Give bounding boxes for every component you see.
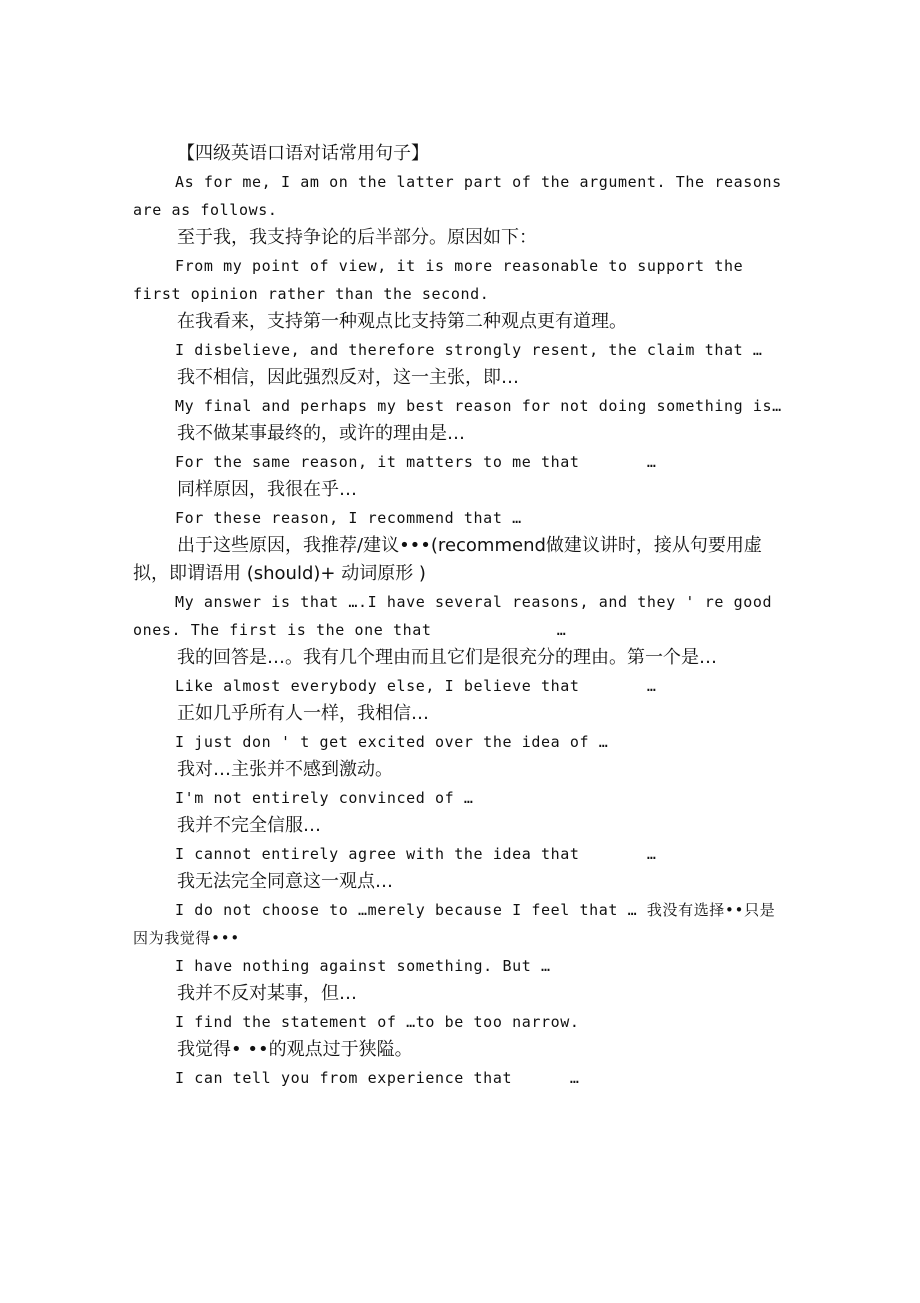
document-body — [133, 140, 792, 1092]
english-sentence: I find the statement of …to be too narrow. — [175, 1013, 580, 1031]
chinese-translation: 我并不完全信服… — [177, 815, 321, 836]
chinese-translation: 正如几乎所有人一样，我相信… — [177, 703, 429, 724]
english-sentence: I'm not entirely convinced of … — [175, 789, 474, 807]
english-sentence: For the same reason, it matters to me that … — [175, 453, 657, 471]
chinese-translation: 我的回答是…。我有几个理由而且它们是很充分的理由。第一个是… — [177, 647, 717, 668]
chinese-translation: 出于这些原因，我推荐/建议•••(recommend做建议讲时，接从句要用虚拟，即谓语用 (should)+ 动词原形 ) — [133, 535, 762, 584]
english-sentence: I have nothing against something. But … — [175, 957, 551, 975]
english-sentence: I can tell you from experience that … — [175, 1069, 580, 1087]
chinese-translation: 至于我，我支持争论的后半部分。原因如下： — [177, 227, 537, 248]
english-sentence: For these reason, I recommend that … — [175, 509, 522, 527]
chinese-translation: 在我看来，支持第一种观点比支持第二种观点更有道理。 — [177, 311, 627, 332]
english-sentence: From my point of view, it is more reasonable to support the first opinion rather than the second. — [133, 257, 753, 303]
chinese-translation: 我不相信，因此强烈反对，这一主张，即… — [177, 367, 519, 388]
english-sentence: My final and perhaps my best reason for not doing something is… — [175, 397, 782, 415]
document-title: 【四级英语口语对话常用句子】 — [177, 143, 429, 164]
english-sentence: Like almost everybody else, I believe that … — [175, 677, 657, 695]
chinese-translation: 我不做某事最终的，或许的理由是… — [177, 423, 465, 444]
english-sentence: I disbelieve, and therefore strongly resent, the claim that … — [175, 341, 763, 359]
chinese-translation: 同样原因，我很在乎… — [177, 479, 357, 500]
english-sentence: I cannot entirely agree with the idea that … — [175, 845, 657, 863]
english-sentence: I just don ' t get excited over the idea of … — [175, 733, 609, 751]
english-sentence: As for me, I am on the latter part of the argument. The reasons are as follows. — [133, 173, 792, 219]
chinese-translation: 我并不反对某事，但… — [177, 983, 357, 1004]
english-sentence: I do not choose to …merely because I feel that … 我没有选择••只是因为我觉得••• — [133, 901, 776, 947]
english-sentence: My answer is that ….I have several reasons, and they ' re good ones. The first is the one that … — [133, 593, 782, 639]
chinese-translation: 我对…主张并不感到激动。 — [177, 759, 393, 780]
chinese-translation: 我无法完全同意这一观点… — [177, 871, 393, 892]
chinese-translation: 我觉得• ••的观点过于狭隘。 — [177, 1039, 413, 1060]
